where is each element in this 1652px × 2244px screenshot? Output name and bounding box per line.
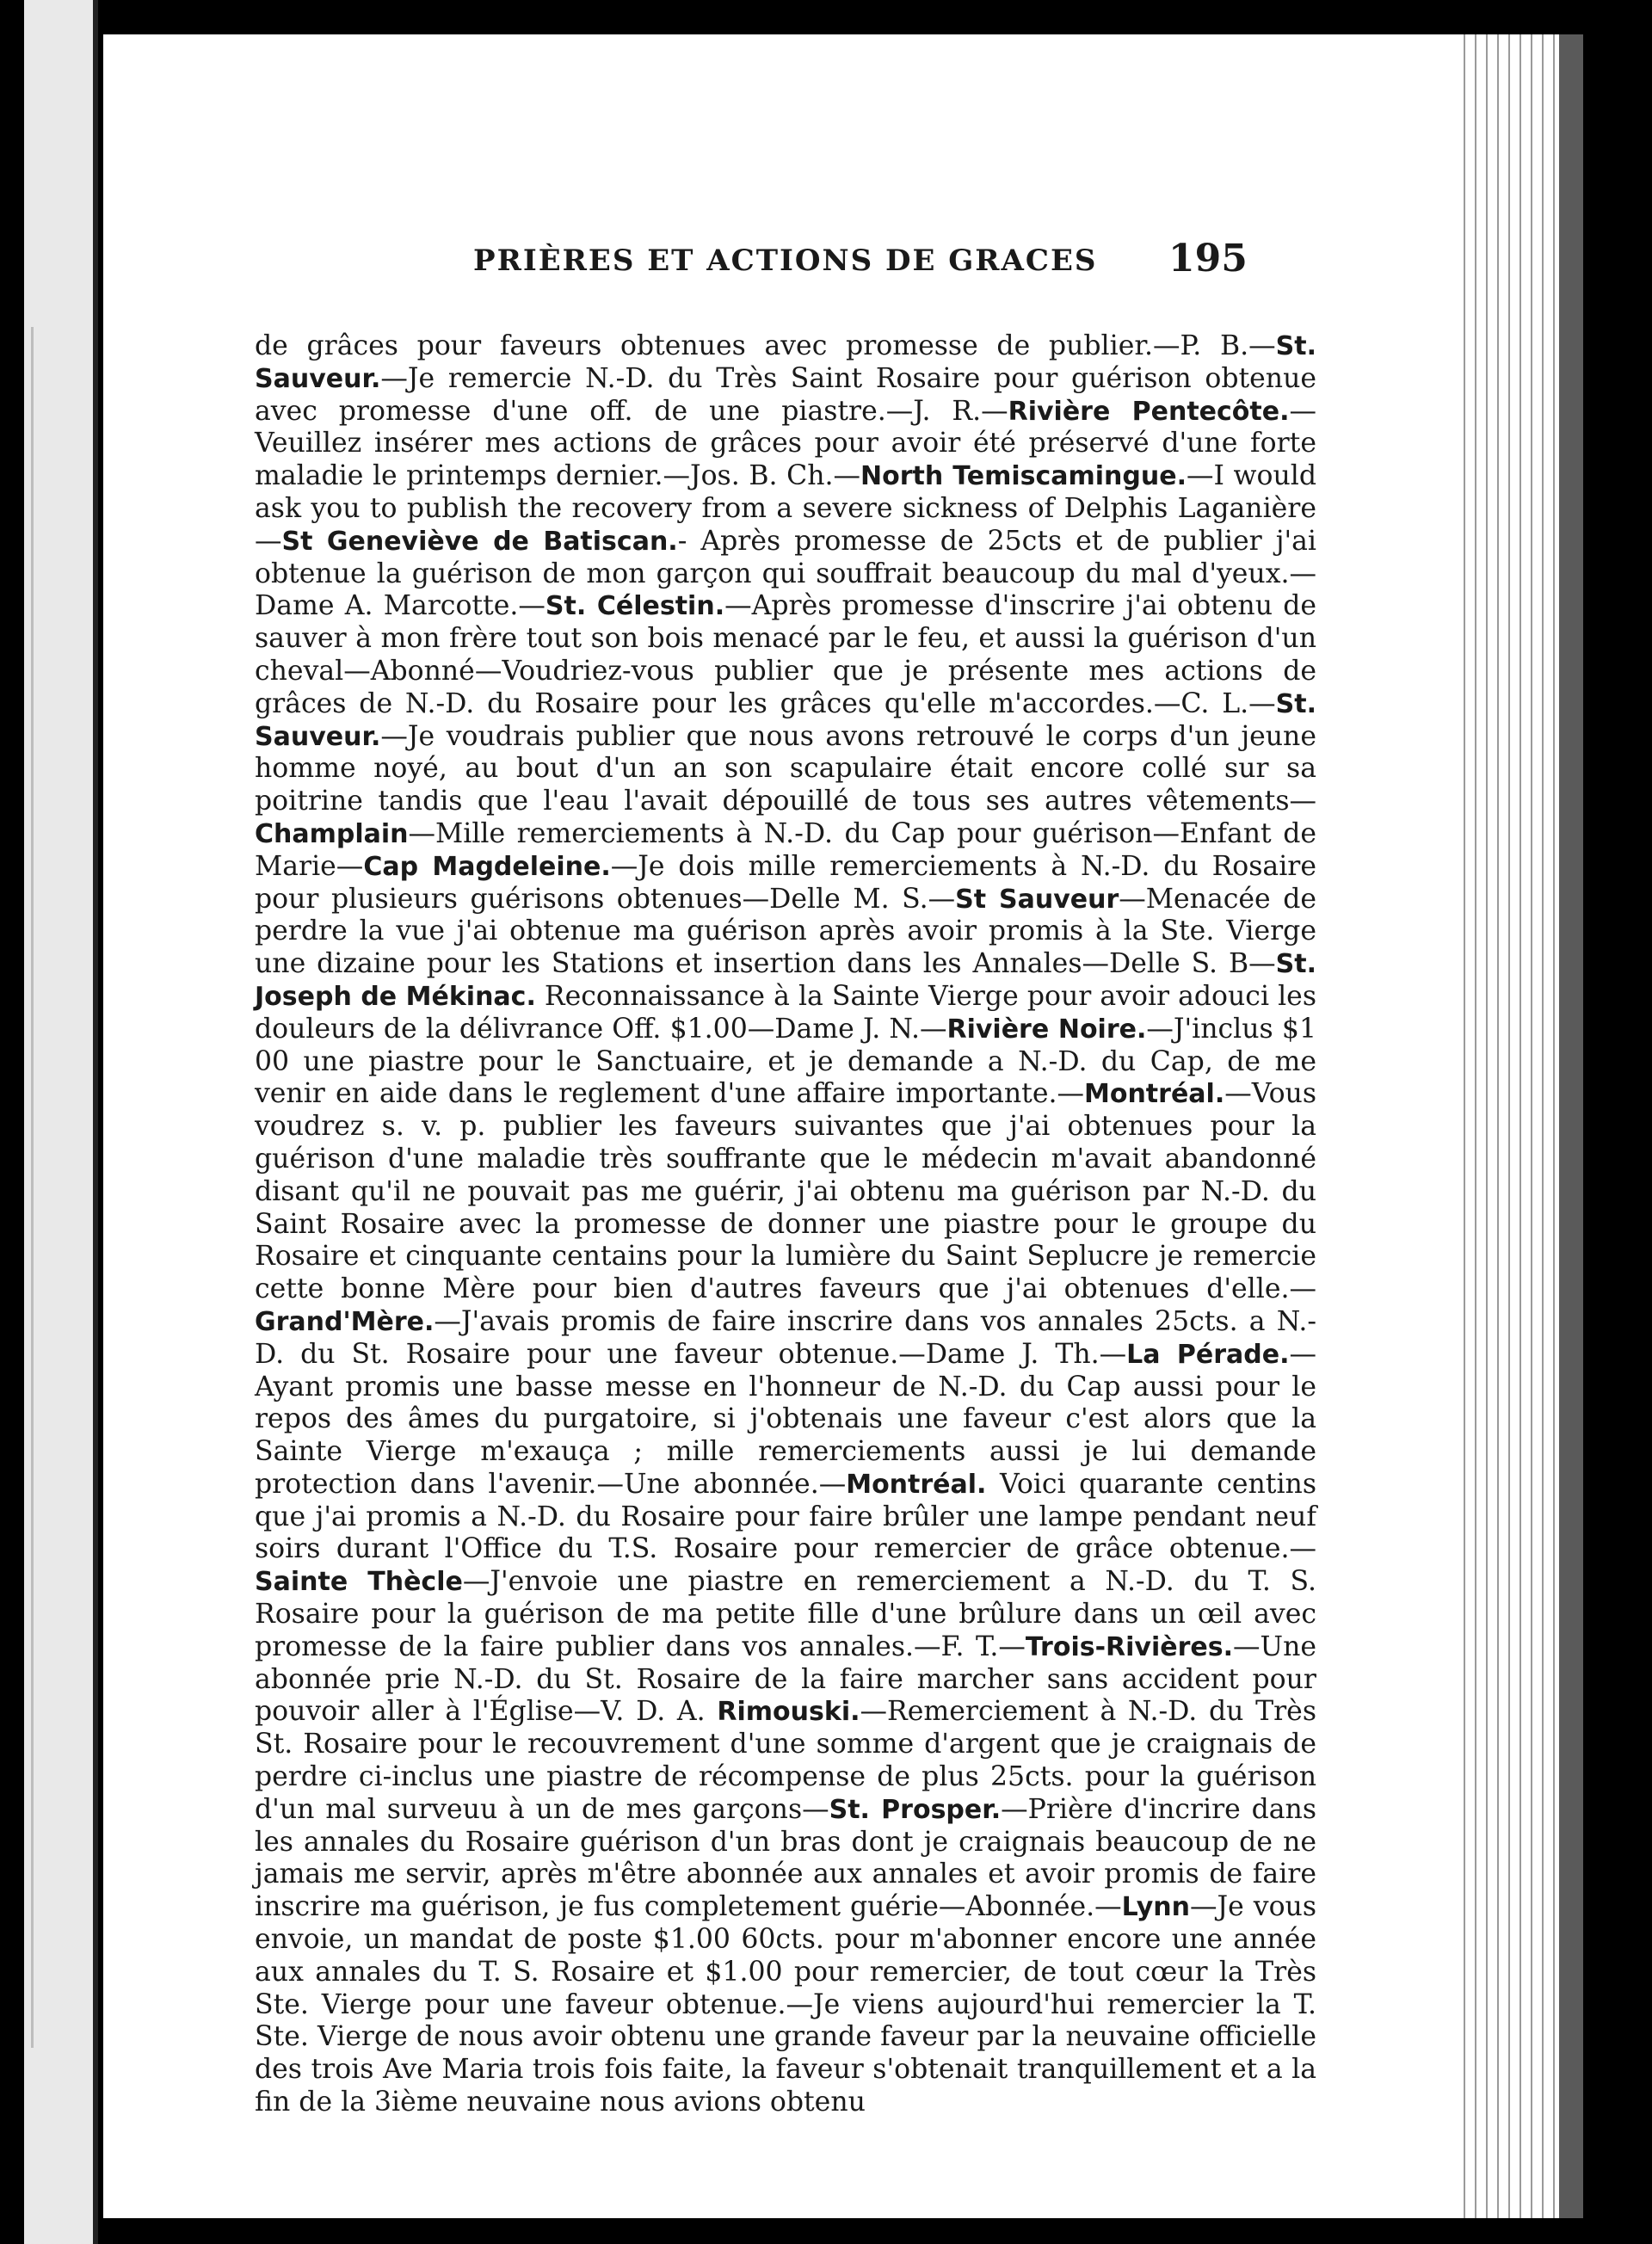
place-name: St. Célestin. <box>545 591 725 622</box>
text-segment: de grâces pour faveurs obtenues avec promesse de publier.—P. B.— <box>255 330 1276 361</box>
facing-page-gutter-line <box>31 327 34 2048</box>
text-segment: —Prière d'incrire dans les annales du Rosaire guérison d'un bras dont je craignais beaucoup de ne jamais me servir, après m'être abonnée aux annales et avoir promis de faire inscrire ma guérison, je fus completement guérie—Abonnée.— <box>255 1793 1316 1923</box>
text-segment: —Remerciement à N.-D. du Très St. Rosaire pour le recouvrement d'une somme d'argent que je craignais de perdre ci-inclus une piastre de récompense de plus 25cts. pour la guérison d'un mal surveuu à un de mes garçons— <box>255 1696 1316 1825</box>
text-segment: —Je remercie N.-D. du Très Saint Rosaire pour guérison obtenue avec promesse d'une off. de une piastre.—J. R.— <box>255 362 1316 427</box>
page-number: 195 <box>1168 237 1248 280</box>
place-name: Montréal. <box>846 1469 987 1500</box>
text-segment: —Veuillez insérer mes actions de grâces pour avoir été préservé d'une forte maladie le printemps dernier.—Jos. B. Ch.— <box>255 395 1316 492</box>
running-head <box>103 237 1463 295</box>
text-segment: Reconnaissance à la Sainte Vierge pour avoir adouci les douleurs de la délivrance Off. $1.00—Dame J. N.— <box>255 980 1316 1045</box>
text-segment: —Mille remerciements à N.-D. du Cap pour guérison—Enfant de Marie— <box>255 817 1316 882</box>
text-segment: —Je voudrais publier que nous avons retrouvé le corps d'un jeune homme noyé, au bout d'un an son scapulaire était encore collé sur sa poitrine tandis que l'eau l'avait dépouillé de tous ses autres vêtements— <box>255 720 1316 817</box>
place-name: Rivière Pentecôte. <box>1008 396 1290 427</box>
text-segment: —J'inclus $1 00 une piastre pour le Sanctuaire, et je demande a N.-D. du Cap, de me venir en aide dans le reglement d'une affaire importante.— <box>255 1013 1316 1110</box>
facing-page-edge <box>24 0 98 2244</box>
place-name: Rivière Noire. <box>946 1014 1147 1045</box>
place-name: La Pérade. <box>1126 1339 1290 1370</box>
place-name: Champlain <box>255 818 409 849</box>
text-segment: —Ayant promis une basse messe en l'honneur de N.-D. du Cap aussi pour le repos des âmes du purgatoire, si j'obtenais une faveur c'est alors que la Sainte Vierge m'exauça ; mille remerciements aussi je lui demande protection dans l'avenir.—Une abonnée.— <box>255 1338 1316 1500</box>
place-name: Sainte Thècle <box>255 1567 463 1598</box>
text-segment: —I would ask you to publish the recovery from a severe sickness of Delphis Laganière — <box>255 460 1316 557</box>
place-name: Lynn <box>1121 1892 1190 1923</box>
text-segment: - Après promesse de 25cts et de publier j'ai obtenue la guérison de mon garçon qui souffrait beaucoup du mal d'yeux.—Dame A. Marcotte.— <box>255 525 1316 622</box>
text-segment: —J'avais promis de faire inscrire dans vos annales 25cts. a N.-D. du St. Rosaire pour une faveur obtenue.—Dame J. Th.— <box>255 1305 1316 1370</box>
text-segment: —Vous voudrez s. v. p. publier les faveurs suivantes que j'ai obtenues pour la guérison d'une maladie très souffrante que le médecin m'avait abandonné disant qu'il ne pouvait pas me guérir, j'ai obtenu ma guérison par N.-D. du Saint Rosaire avec la promesse de donner une piastre pour le groupe du Rosaire et cinquante centains pour la lumière du Saint Seplucre je remercie cette bonne Mère pour bien d'autres faveurs que j'ai obtenues d'elle.— <box>255 1078 1316 1305</box>
text-segment: —Je dois mille remerciements à N.-D. du Rosaire pour plusieurs guérisons obtenues—Delle M. S.— <box>255 850 1316 915</box>
text-segment: —Une abonnée prie N.-D. du St. Rosaire de la faire marcher sans accident pour pouvoir aller à l'Église—V. D. A. <box>255 1631 1316 1728</box>
page-stack-shadow <box>1559 34 1583 2218</box>
place-name: St. Prosper. <box>829 1794 1002 1825</box>
place-name: Grand'Mère. <box>255 1306 435 1337</box>
text-segment: —J'envoie une piastre en remerciement a N.-D. du T. S. Rosaire pour la guérison de ma petite fille d'une brûlure dans un œil avec promesse de la faire publier dans vos annales.—F. T.— <box>255 1566 1316 1662</box>
body-paragraph <box>255 330 1316 2119</box>
place-name: St Geneviève de Batiscan. <box>281 526 678 557</box>
text-segment: —Après promesse d'inscrire j'ai obtenu de sauver à mon frère tout son bois menacé par le feu, et aussi la guérison d'un cheval—Abonné—Voudriez-vous publier que je présente mes actions de grâces de N.-D. du Rosaire pour les grâces qu'elle m'accordes.—C. L.— <box>255 590 1316 719</box>
place-name: Cap Magdeleine. <box>363 851 611 882</box>
place-name: North Temiscamingue. <box>860 461 1187 492</box>
place-name: Montréal. <box>1083 1079 1225 1110</box>
text-segment: —Je vous envoie, un mandat de poste $1.00 60cts. pour m'abonner encore une année aux annales du T. S. Rosaire et $1.00 pour remercier, de tout cœur la Très Ste. Vierge pour une faveur obtenue.—Je viens aujourd'hui remercier la T. Ste. Vierge de nous avoir obtenu une grande faveur par la neuvaine officielle des trois Ave Maria trois fois faite, la faveur s'obtenait tranquillement et a la fin de la 3ième neuvaine nous avions obtenu <box>255 1891 1316 2118</box>
place-name: St. Joseph de Mékinac. <box>255 949 1316 1012</box>
place-name: St. Sauveur. <box>255 688 1316 752</box>
text-segment: Voici quarante centins que j'ai promis a N.-D. du Rosaire pour faire brûler une lampe pendant neuf soirs durant l'Office du T.S. Rosaire pour remercier de grâce obtenue.— <box>255 1468 1316 1565</box>
place-name: St Sauveur <box>955 884 1119 915</box>
text-segment: —Menacée de perdre la vue j'ai obtenue ma guérison après avoir promis à la Ste. Vierge une dizaine pour les Stations et insertion dans les Annales—Delle S. B— <box>255 883 1317 980</box>
running-title: PRIÈRES ET ACTIONS DE GRACES <box>473 244 1098 278</box>
page-stack-edges <box>1454 34 1583 2218</box>
place-name: Trois-Rivières. <box>1025 1631 1234 1662</box>
book-page <box>103 34 1463 2218</box>
place-name: St. Sauveur. <box>255 331 1316 394</box>
place-name: Rimouski. <box>717 1697 860 1728</box>
